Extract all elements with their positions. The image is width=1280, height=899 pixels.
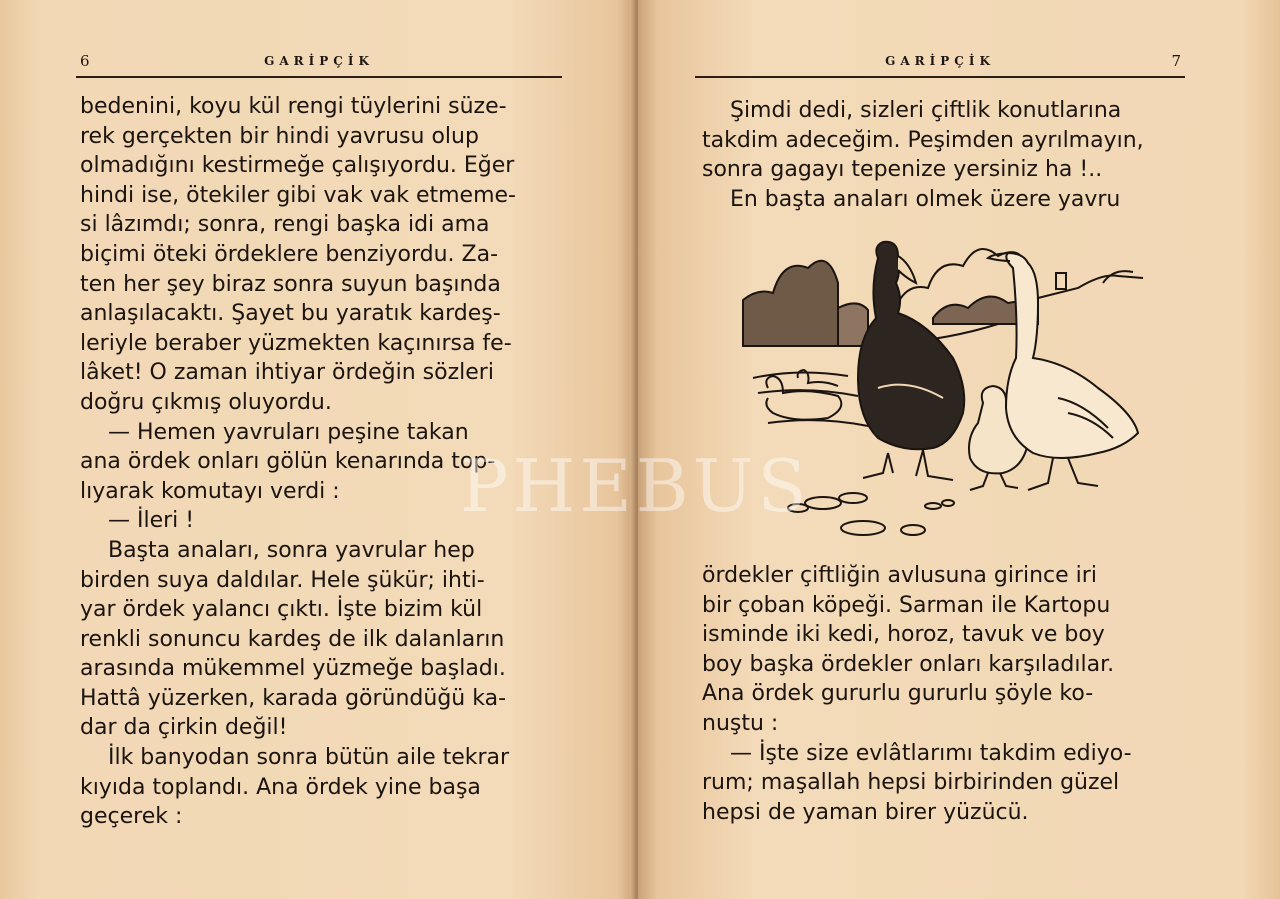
- text-line: geçerek :: [80, 804, 183, 830]
- text-line: dar da çirkin değil!: [80, 715, 288, 741]
- right-running-title: GARİPÇİK: [885, 54, 995, 68]
- text-line: Başta anaları, sonra yavrular hep: [80, 537, 475, 563]
- right-page-number: 7: [1171, 52, 1181, 70]
- left-page-header: [76, 50, 562, 78]
- text-line: doğru çıkmış oluyordu.: [80, 389, 332, 415]
- left-page-number: 6: [80, 52, 90, 70]
- text-line: — Hemen yavruları peşine takan: [80, 419, 469, 445]
- text-line: En başta anaları olmek üzere yavru: [702, 186, 1121, 212]
- text-line: birden suya daldılar. Hele şükür; ihti-: [80, 567, 485, 593]
- text-line: sonra gagayı tepenize yersiniz ha !..: [702, 157, 1103, 183]
- right-page-header: [695, 50, 1185, 78]
- text-line: boy başka ördekler onları karşıladılar.: [702, 651, 1115, 677]
- text-line: rum; maşallah hepsi birbirinden güzel: [702, 770, 1120, 796]
- text-line: lıyarak komutayı verdi :: [80, 478, 340, 504]
- text-line: si lâzımdı; sonra, rengi başka idi ama: [80, 212, 490, 238]
- right-page-text-top: [702, 96, 1180, 214]
- text-line: — İşte size evlâtlarımı takdim ediyo-: [702, 740, 1132, 766]
- text-line: kıyıda toplandı. Ana ördek yine başa: [80, 774, 481, 800]
- text-line: yar ördek yalancı çıktı. İşte bizim kül: [80, 597, 483, 623]
- text-line: arasında mükemmel yüzmeğe başladı.: [80, 656, 506, 682]
- text-line: isminde iki kedi, horoz, tavuk ve boy: [702, 622, 1105, 648]
- text-line: olmadığını kestirmeğe çalışıyordu. Eğer: [80, 153, 515, 179]
- text-line: takdim adeceğim. Peşimden ayrılmayın,: [702, 127, 1144, 153]
- text-line: — İleri !: [80, 508, 195, 534]
- text-line: rek gerçekten bir hindi yavrusu olup: [80, 123, 479, 149]
- text-line: renkli sonuncu kardeş de ilk dalanların: [80, 626, 505, 652]
- watermark: PHEBUS: [460, 444, 811, 528]
- text-line: ana ördek onları gölün kenarında top-: [80, 449, 496, 475]
- text-line: hepsi de yaman birer yüzücü.: [702, 799, 1029, 825]
- text-line: bir çoban köpeği. Sarman ile Kartopu: [702, 592, 1111, 618]
- text-line: Şimdi dedi, sizleri çiftlik konutlarına: [702, 98, 1122, 123]
- text-line: anlaşılacaktı. Şayet bu yaratık kardeş-: [80, 301, 501, 327]
- left-running-title: GARİPÇİK: [264, 54, 374, 68]
- text-line: Hattâ yüzerken, karada göründüğü ka-: [80, 685, 507, 711]
- text-line: nuştu :: [702, 710, 779, 736]
- text-line: bedenini, koyu kül rengi tüylerini süze-: [80, 94, 507, 119]
- text-line: Ana ördek gururlu gururlu şöyle ko-: [702, 681, 1094, 707]
- text-line: İlk banyodan sonra bütün aile tekrar: [80, 745, 510, 771]
- right-page-text-bottom: [702, 561, 1180, 827]
- text-line: leriyle beraber yüzmekten kaçınırsa fe-: [80, 330, 512, 356]
- text-line: hindi ise, ötekiler gibi vak vak etmeme-: [80, 182, 516, 208]
- text-line: lâket! O zaman ihtiyar ördeğin sözleri: [80, 360, 494, 386]
- text-line: biçimi öteki ördeklere benziyordu. Za-: [80, 241, 499, 267]
- text-line: ördekler çiftliğin avlusuna girince iri: [702, 563, 1097, 588]
- text-line: ten her şey biraz sonra suyun başında: [80, 271, 501, 297]
